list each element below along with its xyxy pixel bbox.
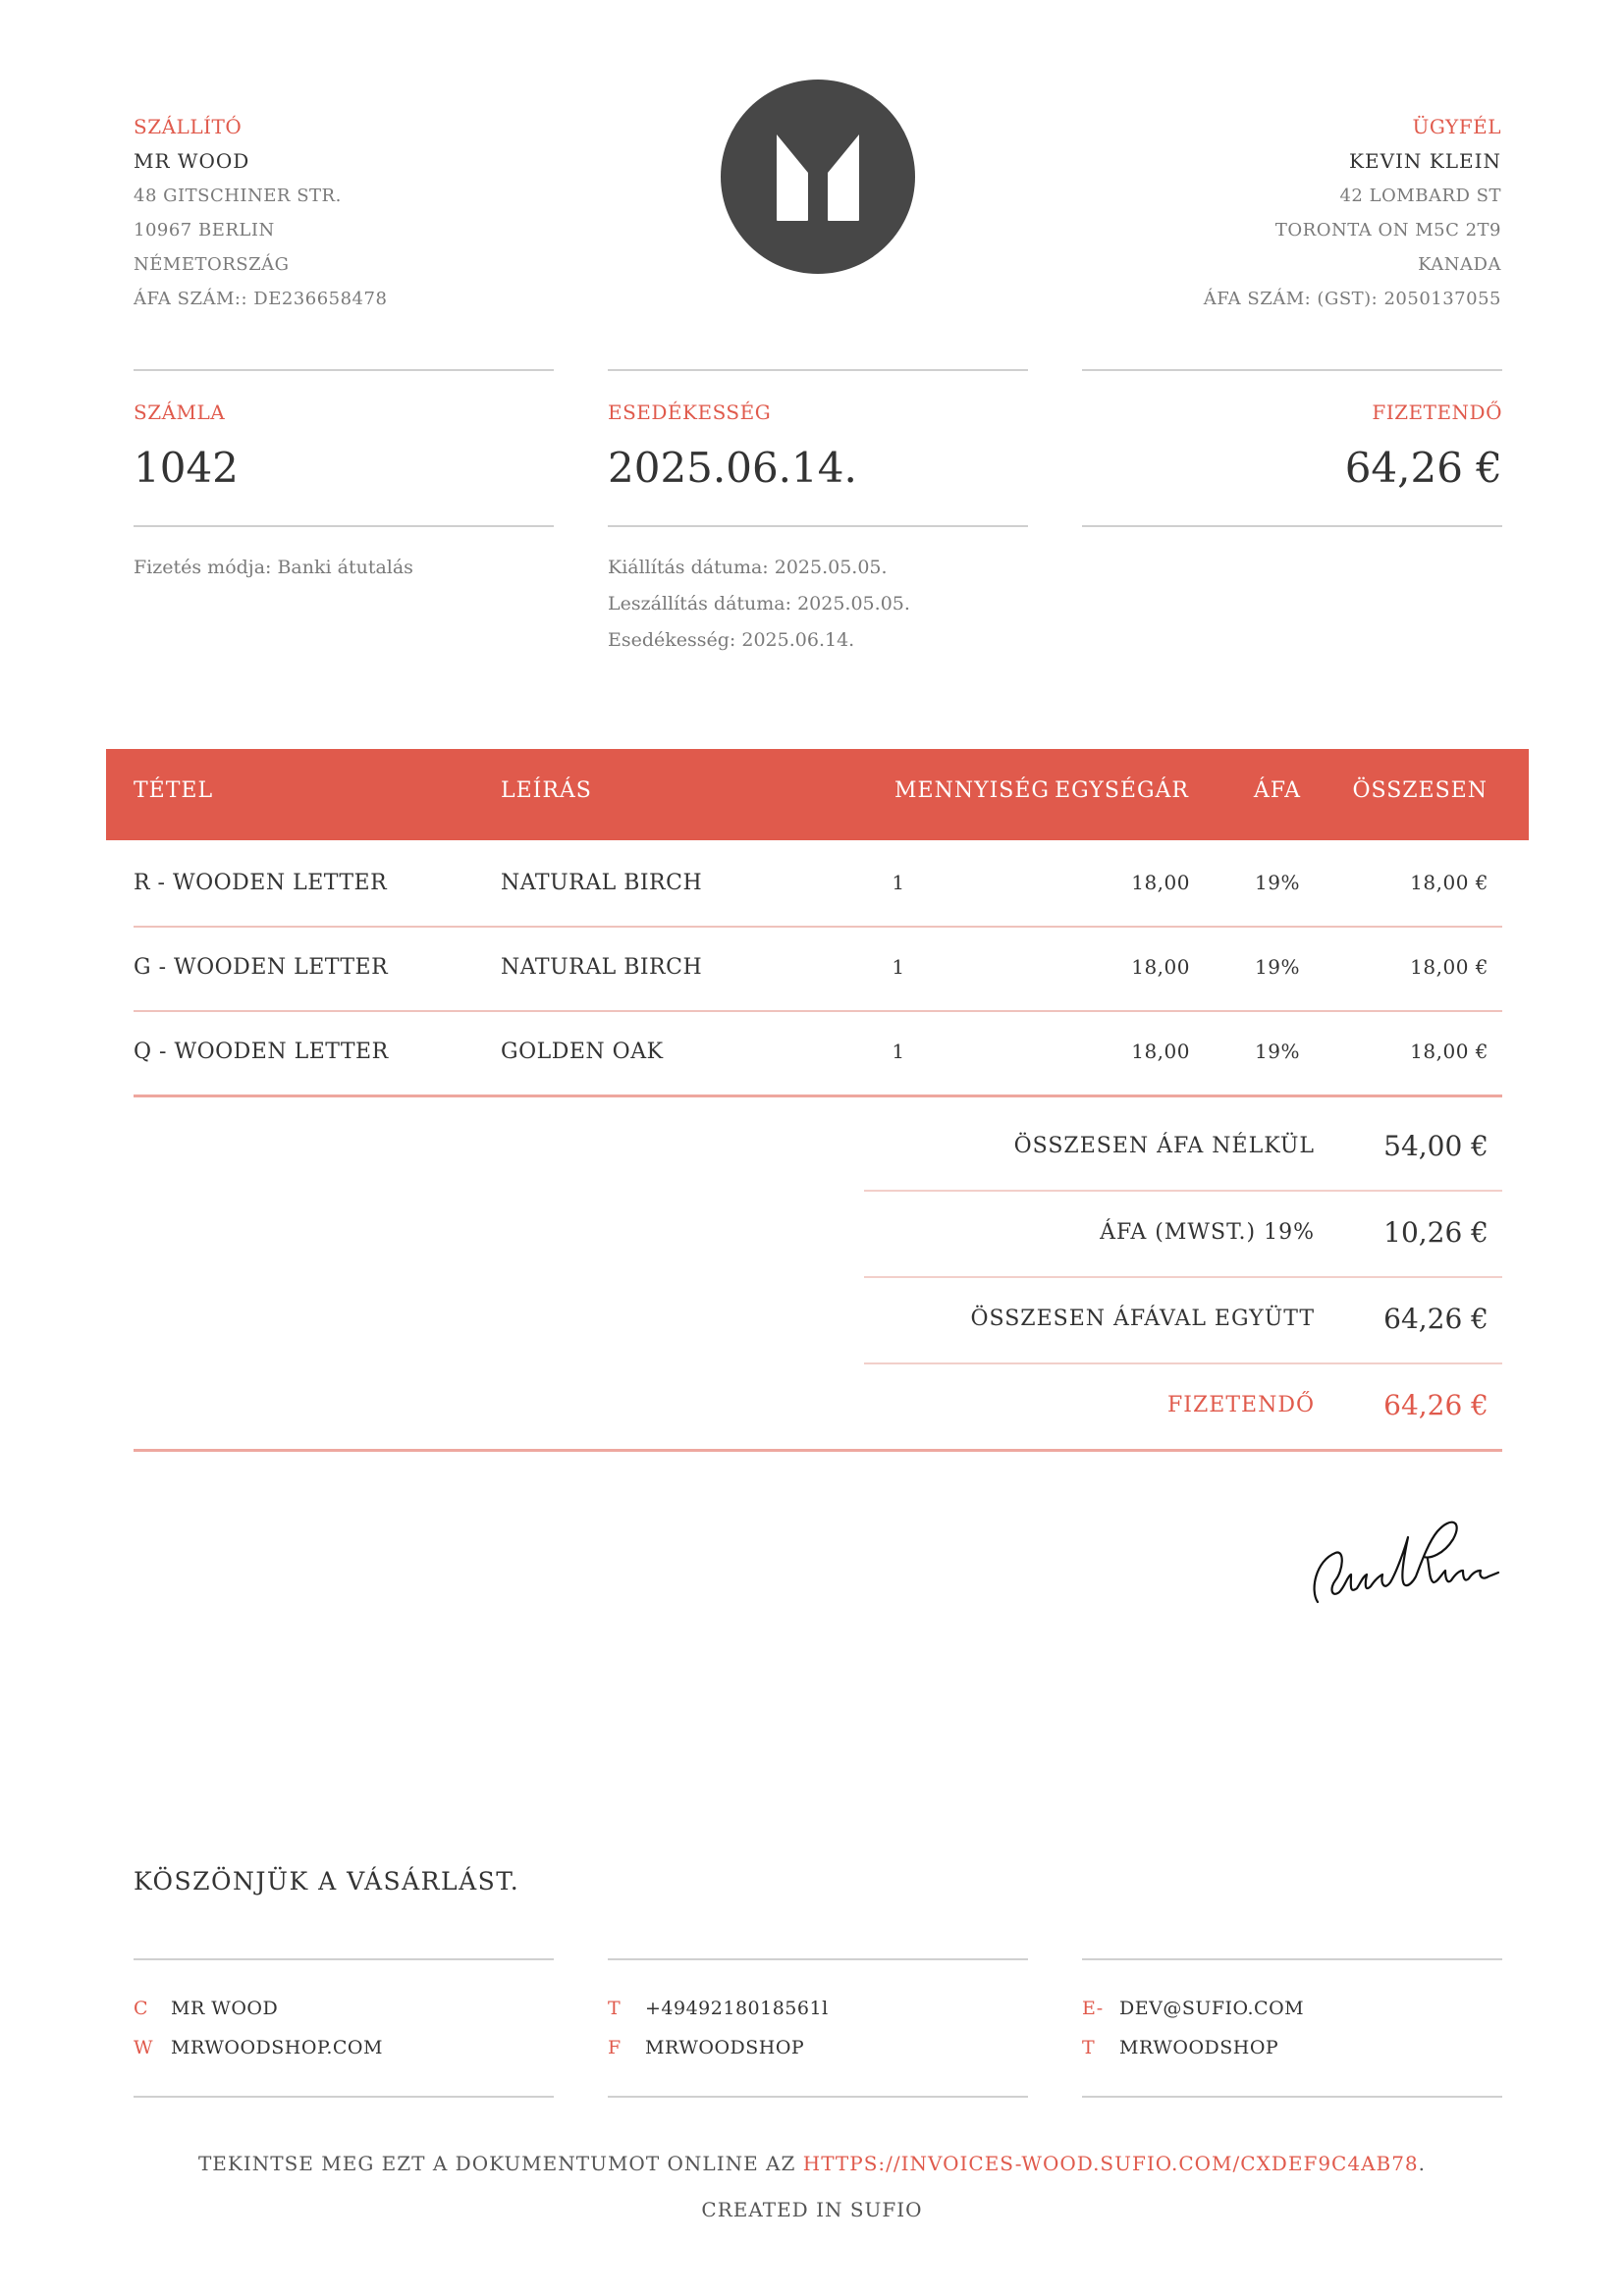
header-vat: ÁFA	[1253, 778, 1302, 803]
online-view-prefix: TEKINTSE MEG EZT A DOKUMENTUMOT ONLINE AZ	[197, 2152, 803, 2175]
online-view-note	[0, 2152, 1624, 2175]
online-view-link[interactable]: HTTPS://INVOICES-WOOD.SUFIO.COM/CXDEF9C4AB78	[802, 2152, 1419, 2175]
contact-key: E-	[1082, 1998, 1104, 2019]
contact-value: DEV@SUFIO.COM	[1119, 1998, 1305, 2019]
contact-column-2	[608, 1958, 1028, 2098]
row-unit-price: 18,00	[1131, 955, 1190, 979]
contact-key: W	[134, 2037, 154, 2058]
total-payable-label: FIZETENDŐ	[1167, 1393, 1315, 1417]
total-payable-row	[864, 1363, 1502, 1449]
due-date-label: ESEDÉKESSÉG	[608, 400, 772, 424]
invoice-number: 1042	[134, 444, 239, 492]
supplier-address-1: 48 GITSCHINER STR.	[134, 186, 342, 206]
contact-value: MRWOODSHOP	[645, 2037, 805, 2058]
payable-amount: 64,26 €	[1344, 444, 1502, 492]
online-view-suffix: .	[1418, 2152, 1427, 2175]
customer-label: ÜGYFÉL	[1412, 115, 1501, 138]
row-vat: 19%	[1255, 871, 1300, 894]
supplier-block	[134, 110, 546, 316]
row-unit-price: 18,00	[1131, 871, 1190, 894]
contact-value: +4949218018561l	[645, 1998, 829, 2019]
row-description: NATURAL BIRCH	[501, 871, 703, 895]
header-description: LEÍRÁS	[501, 778, 592, 803]
totals-divider	[134, 1449, 1502, 1452]
supplier-name: MR WOOD	[134, 149, 250, 173]
total-payable-value: 64,26 €	[1383, 1389, 1489, 1421]
due-date-block	[608, 369, 1028, 527]
row-quantity: 1	[892, 1040, 905, 1063]
total-gross-label: ÖSSZESEN ÁFÁVAL EGYÜTT	[970, 1307, 1315, 1331]
header-total: ÖSSZESEN	[1352, 778, 1488, 803]
row-unit-price: 18,00	[1131, 1040, 1190, 1063]
header-quantity: MENNYISÉG	[893, 778, 1050, 803]
thanks-message: KÖSZÖNJÜK A VÁSÁRLÁST.	[134, 1867, 520, 1896]
contact-value: MRWOODSHOP	[1119, 2037, 1279, 2058]
signature-image-icon	[1306, 1502, 1502, 1620]
total-vat-row	[864, 1191, 1502, 1278]
contact-value: MRWOODSHOP.COM	[171, 2037, 383, 2058]
issue-date: Kiállítás dátuma: 2025.05.05.	[608, 557, 888, 578]
customer-vat: ÁFA SZÁM: (GST): 2050137055	[1203, 289, 1501, 309]
contact-company	[134, 1998, 278, 2019]
contact-column-1	[134, 1958, 554, 2098]
table-header	[106, 749, 1529, 840]
payment-notes	[134, 550, 413, 586]
table-row	[134, 926, 1502, 1012]
row-description: NATURAL BIRCH	[501, 955, 703, 980]
row-total: 18,00 €	[1410, 955, 1489, 979]
invoice-number-label: SZÁMLA	[134, 400, 226, 424]
customer-name: KEVIN KLEIN	[1349, 149, 1501, 173]
total-gross-row	[864, 1277, 1502, 1364]
contact-phone	[608, 1998, 829, 2019]
header-unit-price: EGYSÉGÁR	[1055, 778, 1189, 803]
row-vat: 19%	[1255, 955, 1300, 979]
customer-address-1: 42 LOMBARD ST	[1339, 186, 1501, 206]
company-logo	[721, 80, 915, 274]
row-quantity: 1	[892, 871, 905, 894]
row-description: GOLDEN OAK	[501, 1040, 664, 1064]
customer-block	[1089, 110, 1501, 316]
customer-country: KANADA	[1418, 254, 1501, 275]
total-net-value: 54,00 €	[1383, 1130, 1489, 1162]
logo-m-icon	[721, 80, 915, 274]
row-item: G - WOODEN LETTER	[134, 955, 389, 980]
total-net-label: ÖSSZESEN ÁFA NÉLKÜL	[1013, 1134, 1315, 1158]
supplier-address-2: 10967 BERLIN	[134, 220, 275, 240]
payable-block	[1082, 369, 1502, 527]
contact-value: MR WOOD	[171, 1998, 279, 2019]
invoice-number-block	[134, 369, 554, 527]
supplier-label: SZÁLLÍTÓ	[134, 115, 243, 138]
total-gross-value: 64,26 €	[1383, 1303, 1489, 1335]
contact-key: T	[608, 1998, 622, 2019]
due-date: 2025.06.14.	[608, 444, 857, 492]
supplier-vat: ÁFA SZÁM:: DE236658478	[134, 289, 388, 309]
total-net-row	[864, 1104, 1502, 1192]
row-total: 18,00 €	[1410, 1040, 1489, 1063]
contact-email	[1082, 1998, 1304, 2019]
due-date-note: Esedékesség: 2025.06.14.	[608, 629, 855, 651]
table-row	[134, 1010, 1502, 1097]
contact-key: F	[608, 2037, 622, 2058]
total-vat-value: 10,26 €	[1383, 1216, 1489, 1249]
payment-method: Fizetés módja: Banki átutalás	[134, 557, 413, 578]
contact-facebook	[608, 2037, 804, 2058]
date-notes	[608, 550, 910, 659]
row-item: R - WOODEN LETTER	[134, 871, 388, 895]
row-quantity: 1	[892, 955, 905, 979]
payable-label: FIZETENDŐ	[1372, 400, 1502, 424]
signature	[1306, 1502, 1502, 1620]
table-row	[134, 841, 1502, 928]
contact-key: T	[1082, 2037, 1096, 2058]
contact-column-3	[1082, 1958, 1502, 2098]
customer-address-2: TORONTA ON M5C 2T9	[1274, 220, 1501, 240]
contact-website	[134, 2037, 383, 2058]
row-total: 18,00 €	[1410, 871, 1489, 894]
supplier-country: NÉMETORSZÁG	[134, 254, 290, 275]
total-vat-label: ÁFA (MWST.) 19%	[1100, 1220, 1315, 1245]
header-item: TÉTEL	[134, 778, 214, 803]
delivery-date: Leszállítás dátuma: 2025.05.05.	[608, 593, 910, 614]
row-vat: 19%	[1255, 1040, 1300, 1063]
row-item: Q - WOODEN LETTER	[134, 1040, 389, 1064]
contact-key: C	[134, 1998, 149, 2019]
created-in-note: CREATED IN SUFIO	[701, 2198, 923, 2221]
contact-twitter	[1082, 2037, 1278, 2058]
